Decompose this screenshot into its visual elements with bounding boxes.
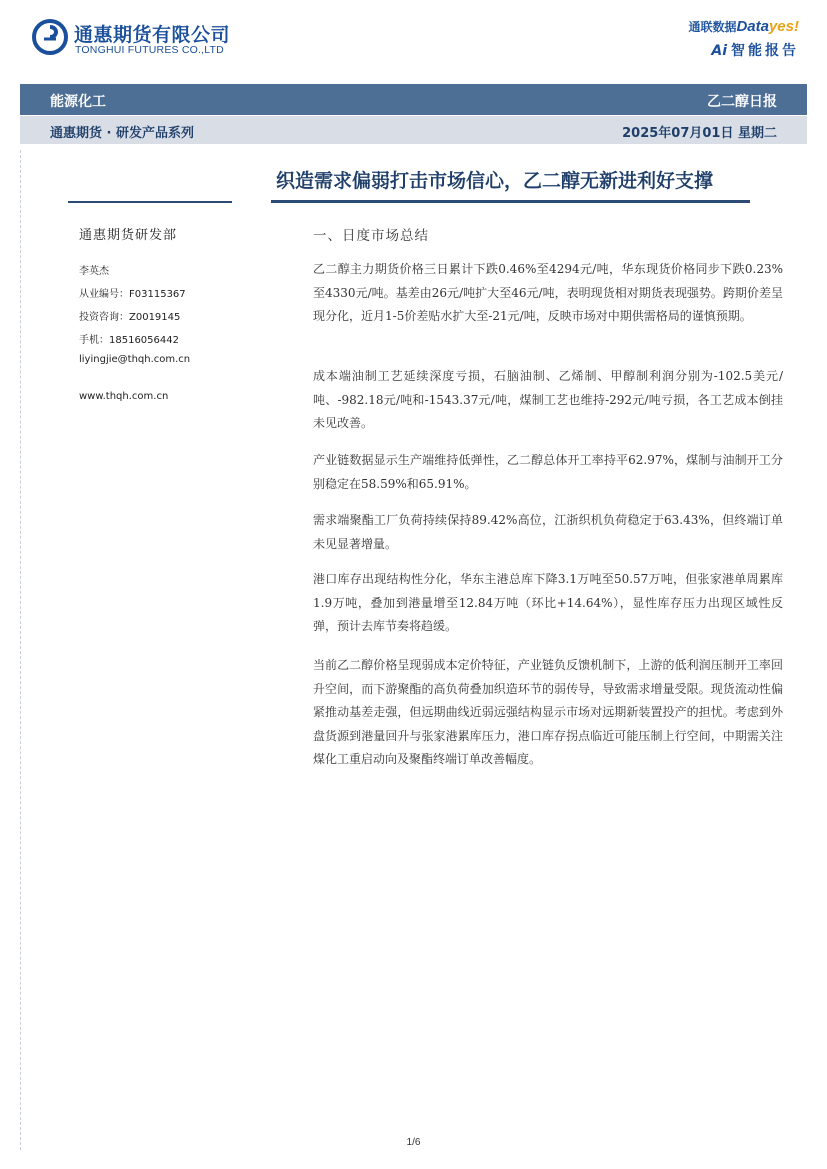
category-bar [20, 84, 807, 115]
company-name-en: TONGHUI FUTURES CO.,LTD [75, 44, 224, 56]
analyst-license: 从业编号：F03115367 [79, 289, 186, 300]
category-label: 能源化工 [50, 94, 106, 110]
report-headline: 织造需求偏弱打击市场信心，乙二醇无新进利好支撑 [276, 170, 714, 192]
analyst-consult-id: 投资咨询：Z0019145 [79, 312, 181, 323]
partner-name-cn: 通联数据 [688, 20, 737, 34]
company-website[interactable]: www.thqh.com.cn [79, 391, 169, 402]
paragraph-cost: 成本端油制工艺延续深度亏损，石脑油制、乙烯制、甲醇制利润分别为-102.5美元/吨、-982.18元/吨和-1543.37元/吨，煤制工艺也维持-292元/吨亏损，各工艺成本倒挂未见改善。 [313, 369, 783, 430]
partner-name-en: Data [736, 18, 769, 35]
series-label: 通惠期货 · 研发产品系列 [50, 126, 194, 141]
sidebar-rule [68, 201, 232, 203]
headline-rule [271, 200, 750, 203]
company-logo-icon [32, 19, 68, 55]
page-number: 1/6 [406, 1137, 421, 1148]
analyst-name: 李英杰 [79, 266, 109, 277]
report-date: 2025年07月01日 星期二 [622, 126, 777, 141]
analyst-email[interactable]: liyingjie@thqh.com.cn [79, 354, 191, 365]
ai-report-text: 智能报告 [731, 43, 799, 59]
ai-report-label [711, 40, 799, 60]
paragraph-inventory: 港口库存出现结构性分化，华东主港总库下降3.1万吨至50.57万吨，但张家港单周累库1.9万吨，叠加到港量增至12.84万吨（环比+14.64%），显性库存压力出现区域性反弹，预计去库节奏将趋缓。 [313, 572, 783, 633]
report-type-label: 乙二醇日报 [707, 94, 777, 110]
series-bar [20, 116, 807, 144]
paragraph-demand: 需求端聚酯工厂负荷持续保持89.42%高位，江浙织机负荷稳定于63.43%，但终端订单未见显著增量。 [313, 513, 783, 551]
margin-divider [20, 150, 21, 1150]
research-dept: 通惠期货研发部 [79, 228, 178, 243]
analyst-phone: 手机：18516056442 [79, 335, 179, 346]
paragraph-price-summary: 乙二醇主力期货价格三日累计下跌0.46%至4294元/吨，华东现货价格同步下跌0.23%至4330元/吨。基差由26元/吨扩大至46元/吨，表明现货相对期货表现强势。跨期价差呈现分化，近月1-5价差贴水扩大至-21元/吨，反映市场对中期供需格局的谨慎预期。 [313, 262, 783, 323]
paragraph-outlook: 当前乙二醇价格呈现弱成本定价特征，产业链负反馈机制下，上游的低利润压制开工率回升空间，而下游聚酯的高负荷叠加织造环节的弱传导，导致需求增量受限。现货流动性偏紧推动基差走强，但远期曲线近弱远强结构显示市场对远期新装置投产的担忧。考虑到外盘货源到港量回升与张家港累库压力，港口库存拐点临近可能压制上行空间，中期需关注煤化工重启动向及聚酯终端订单改善幅度。 [313, 658, 783, 766]
partner-name-yes: yes! [768, 18, 799, 35]
partner-logo [688, 18, 799, 35]
ai-mark: Ai [711, 43, 727, 59]
company-name-cn: 通惠期货有限公司 [74, 24, 231, 46]
section-title: 一、日度市场总结 [313, 228, 429, 244]
paragraph-supply: 产业链数据显示生产端维持低弹性，乙二醇总体开工率持平62.97%，煤制与油制开工分别稳定在58.59%和65.91%。 [313, 453, 783, 491]
